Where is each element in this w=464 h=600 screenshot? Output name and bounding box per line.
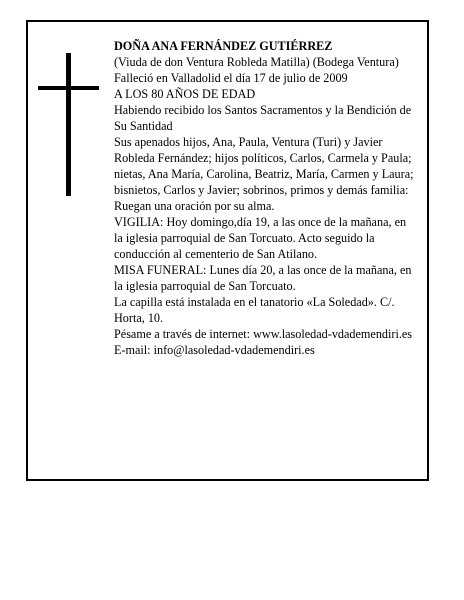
chapel-paragraph: La capilla está instalada en el tanatorio «La Soledad». C/. Horta, 10. bbox=[114, 295, 395, 325]
condolences-web-line: Pésame a través de internet: www.lasoledad-vdademendiri.es bbox=[114, 327, 413, 341]
email-line: E-mail: info@lasoledad-vdademendiri.es bbox=[114, 343, 315, 357]
prayer-line: Ruegan una oración por su alma. bbox=[114, 199, 275, 213]
death-line: Falleció en Valladolid el día 17 de julio de 2009 bbox=[114, 71, 348, 85]
funeral-paragraph: MISA FUNERAL: Lunes día 20, a las once de la mañana, en la iglesia parroquial de San Torcuato. bbox=[114, 263, 412, 293]
widow-of-line: (Viuda de don Ventura Robleda Matilla) (Bodega Ventura) bbox=[114, 55, 399, 69]
deceased-name: DOÑA ANA FERNÁNDEZ GUTIÉRREZ bbox=[114, 39, 333, 53]
sacraments-line: Habiendo recibido los Santos Sacramentos y la Bendición de Su Santidad bbox=[114, 103, 412, 133]
vigil-paragraph: VIGILIA: Hoy domingo,día 19, a las once de la mañana, en la iglesia parroquial de San Torcuato. Acto seguido la conducción al cementerio de San Atilano. bbox=[114, 215, 407, 261]
cross-vertical-bar bbox=[66, 53, 71, 196]
cross-horizontal-bar bbox=[38, 86, 99, 90]
age-line: A LOS 80 AÑOS DE EDAD bbox=[114, 87, 256, 101]
family-paragraph: Sus apenados hijos, Ana, Paula, Ventura (Turi) y Javier Robleda Fernández; hijos políticos, Carlos, Carmela y Paula; nietas, Ana María, Carolina, Beatriz, María, Carmen y Laura; bisnietos, Carlos y Javier; sobrinos, primos y demás familia: bbox=[114, 135, 414, 197]
obituary-text bbox=[114, 38, 416, 358]
